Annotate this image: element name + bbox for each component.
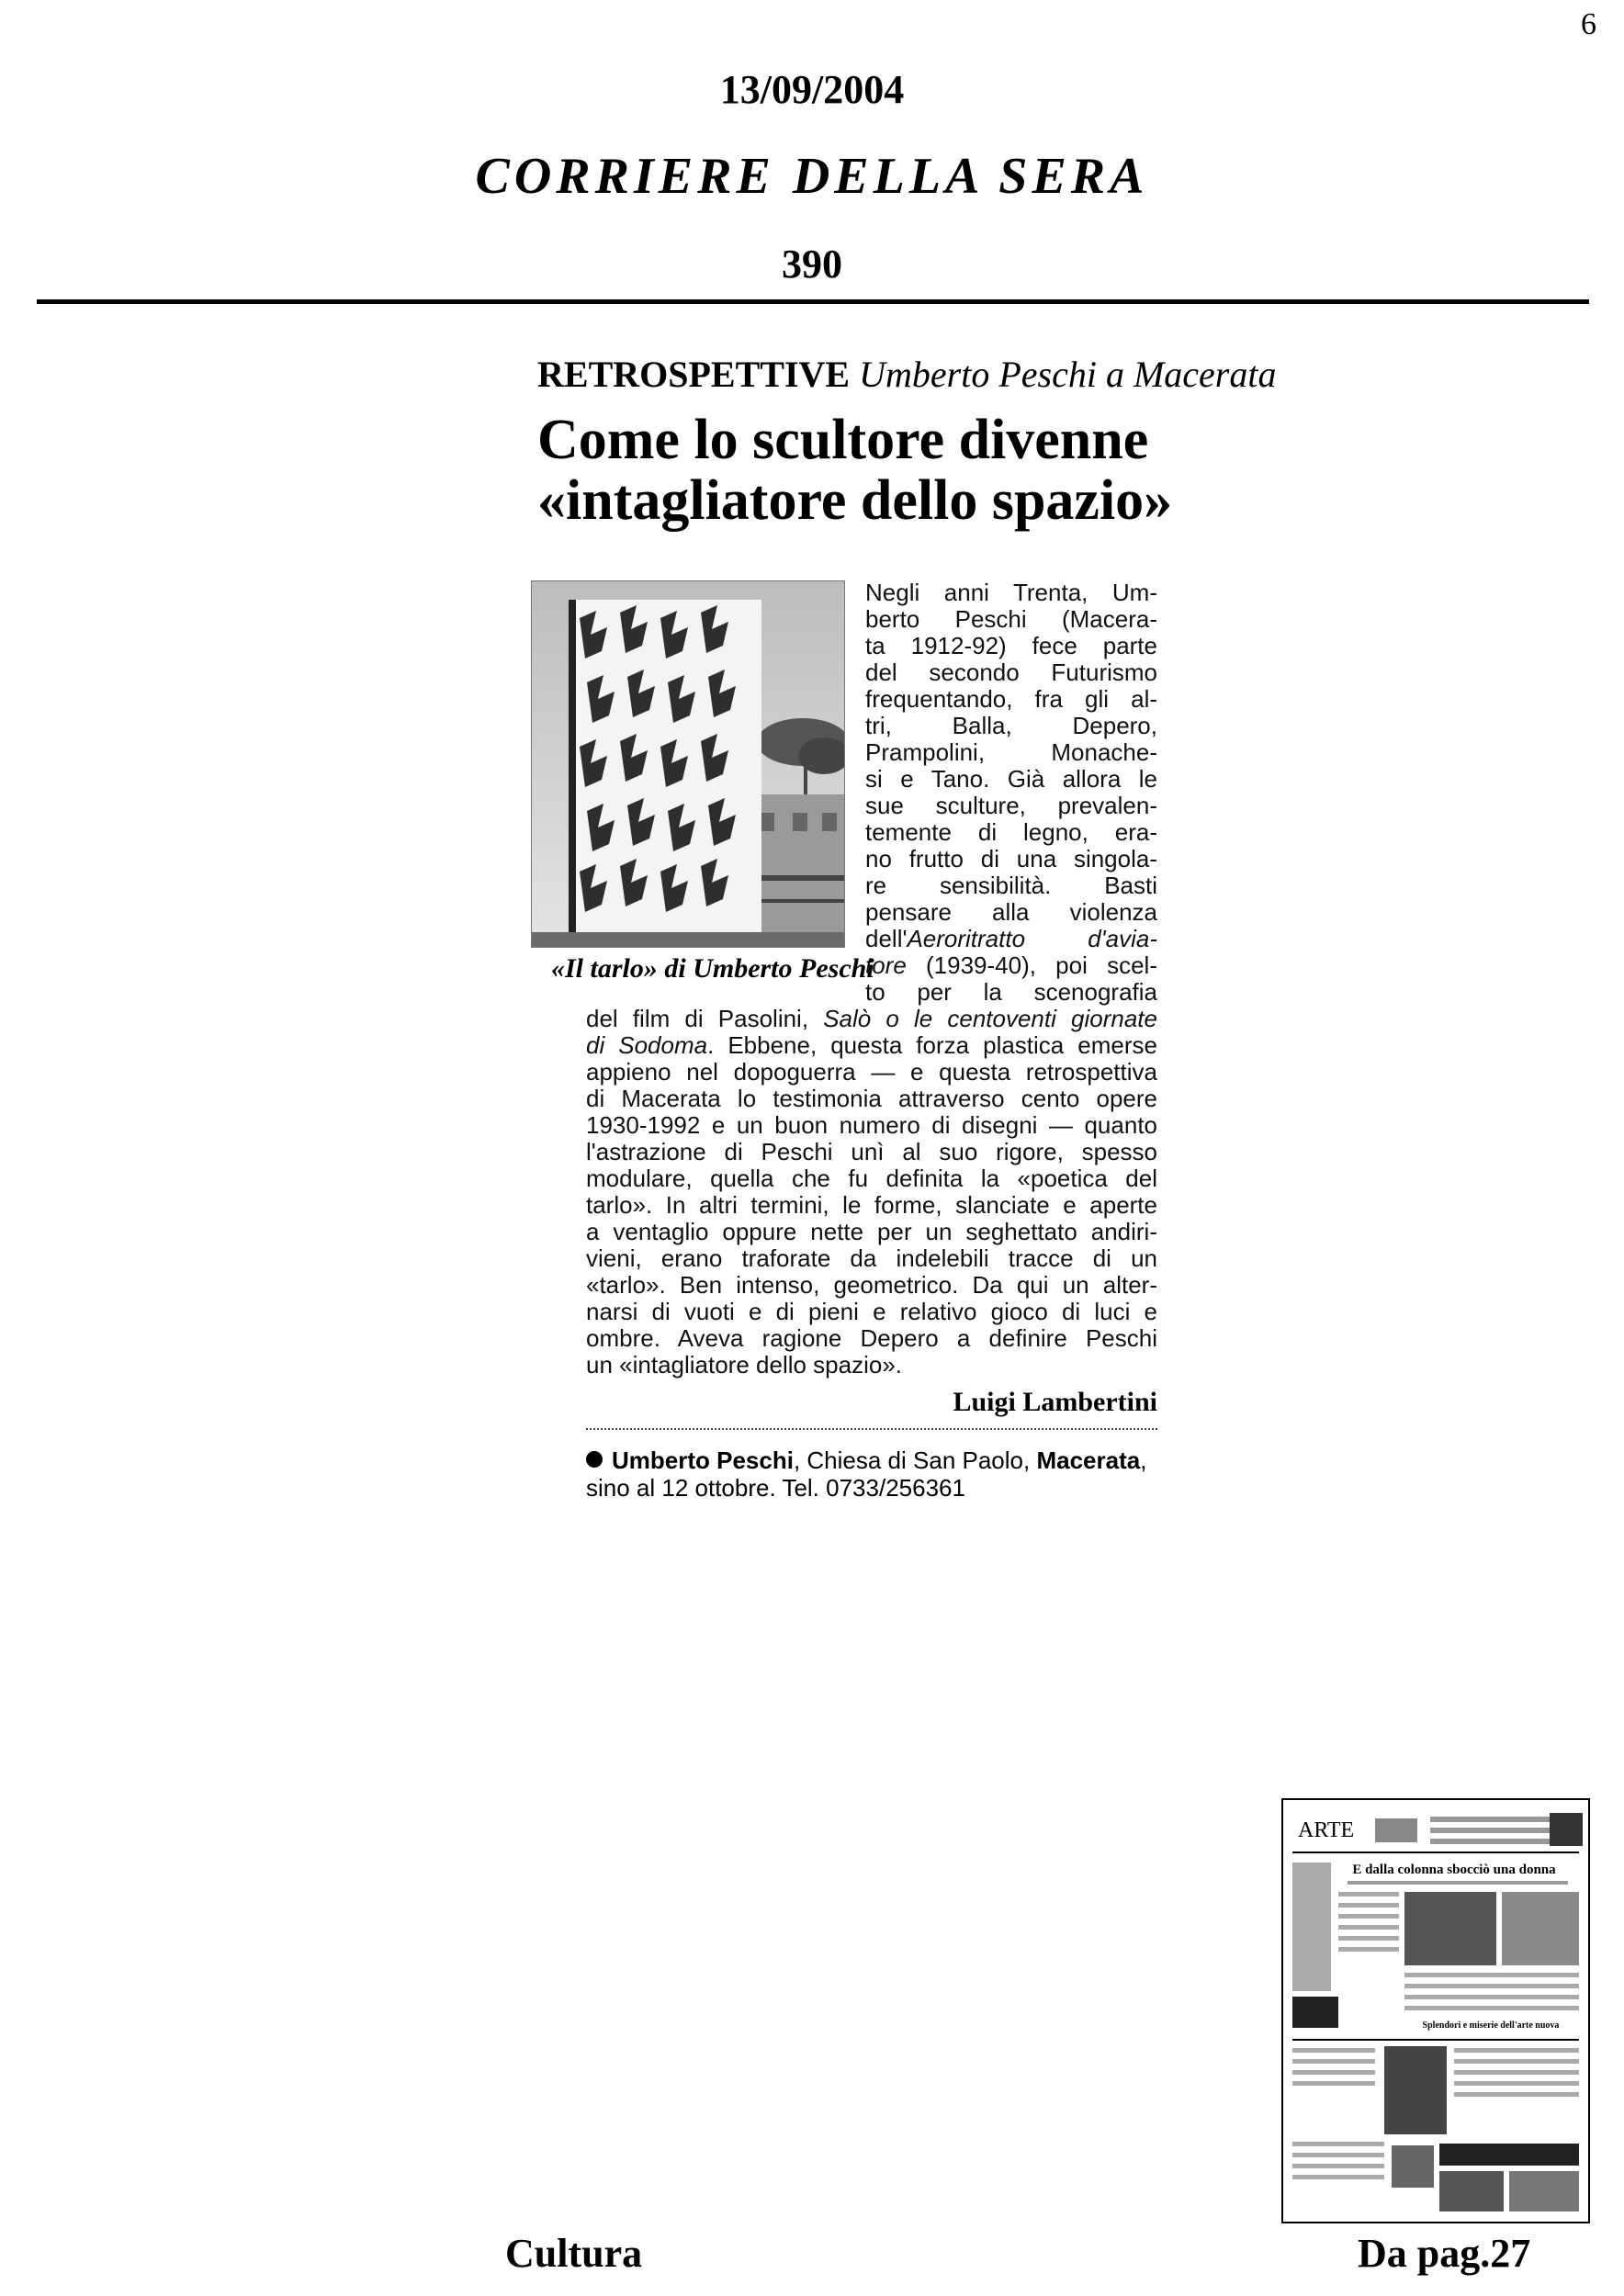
article-line: del secondo Futurismo [865, 658, 1157, 686]
artwork-title: tore [865, 951, 907, 979]
article-line: Prampolini, Monache- [865, 738, 1157, 766]
thumbnail-section-title: ARTE [1298, 1818, 1355, 1842]
headline [537, 410, 1235, 531]
article-line: berto Peschi (Macera- [865, 605, 1157, 633]
bullet-icon [586, 1451, 603, 1468]
dotted-rule [586, 1428, 1157, 1430]
article-line: modulare, quella che fu definita la «poetica del [586, 1165, 1157, 1192]
headline-line: Come lo scultore divenne [537, 409, 1149, 471]
article-line: no frutto di una singola- [865, 845, 1157, 872]
article-line: di Macerata lo testimonia attraverso cento opere [586, 1085, 1157, 1112]
article-line: Negli anni Trenta, Um- [865, 579, 1157, 606]
article-line: sue sculture, prevalen- [865, 792, 1157, 819]
article-line: l'astrazione di Peschi unì al suo rigore, spesso [586, 1138, 1157, 1165]
page-thumbnail [1281, 1798, 1590, 2223]
article-line: vieni, erano traforate da indelebili tracce di un [586, 1244, 1157, 1272]
article-line: a ventaglio oppure nette per un seghettato andiri- [586, 1218, 1157, 1245]
exhibition-punct: , [1140, 1446, 1147, 1474]
article-line: temente di legno, era- [865, 818, 1157, 846]
article-line: si e Tano. Già allora le [865, 765, 1157, 793]
thumbnail-subhead: Splendori e miserie dell'arte nuova [1422, 2020, 1560, 2031]
article-line [586, 1006, 1157, 1032]
article-line: to per la scenografia [865, 978, 1157, 1006]
page-thumbnail-graphic [1283, 1800, 1588, 2222]
article-line: un «intagliatore dello spazio». [586, 1351, 903, 1379]
page-number: 6 [1581, 7, 1596, 41]
header-date: 13/09/2004 [719, 67, 905, 112]
film-title: di Sodoma [586, 1031, 708, 1059]
article-line [586, 1032, 1157, 1059]
article-line: ombre. Aveva ragione Depero a definire Peschi [586, 1324, 1157, 1352]
press-code: 390 [782, 242, 842, 287]
article-line: re sensibilità. Basti [865, 872, 1157, 899]
article-line: tarlo». In altri termini, le forme, slanciate e aperte [586, 1191, 1157, 1219]
article-text: . Ebbene, questa forza plastica emerse [707, 1031, 1157, 1059]
article-line: frequentando, fra gli al- [865, 685, 1157, 713]
exhibition-artist: Umberto Peschi [612, 1446, 794, 1474]
article-line: ta 1912-92) fece parte [865, 632, 1157, 659]
article-line: 1930-1992 e un buon numero di disegni — quanto [586, 1111, 1157, 1139]
article-line: pensare alla violenza [865, 898, 1157, 926]
section-label: Cultura [505, 2231, 643, 2276]
article-line: appieno nel dopoguerra — e questa retrospettiva [586, 1058, 1157, 1086]
sculpture-photo [531, 580, 845, 948]
exhibition-info-line [586, 1446, 1165, 1474]
article-line [865, 952, 1157, 979]
thumbnail-headline: E dalla colonna sbocciò una donna [1352, 1863, 1556, 1877]
article-text: dell' [865, 925, 908, 952]
photo-caption: «Il tarlo» di Umberto Peschi [551, 953, 874, 984]
article-line [865, 926, 1157, 952]
masthead: CORRIERE DELLA SERA [475, 148, 1149, 205]
kicker [537, 353, 1276, 396]
sculpture-photo-graphic [532, 581, 845, 948]
byline: Luigi Lambertini [953, 1387, 1157, 1417]
article-column-full [586, 1006, 1157, 1379]
article-line: tri, Balla, Depero, [865, 712, 1157, 739]
film-title: Salò o le centoventi giornate [823, 1005, 1157, 1032]
artwork-title: Aeroritratto d'avia- [907, 925, 1157, 952]
kicker-subtitle: Umberto Peschi a Macerata [859, 354, 1277, 395]
article-line: narsi di vuoti e di pieni e relativo gioco di luci e [586, 1298, 1157, 1325]
exhibition-city: Macerata [1036, 1446, 1141, 1474]
article-column-right [865, 580, 1157, 1006]
exhibition-info [586, 1446, 1165, 1502]
headline-line: «intagliatore dello spazio» [537, 469, 1173, 532]
exhibition-dates-phone: sino al 12 ottobre. Tel. 0733/256361 [586, 1474, 965, 1502]
article-text: del film di Pasolini, [586, 1005, 824, 1032]
header-rule [37, 299, 1589, 304]
page-reference: Da pag.27 [1358, 2231, 1531, 2276]
article-text: (1939-40), poi scel- [906, 951, 1157, 979]
kicker-label: RETROSPETTIVE [537, 354, 851, 395]
article-line: «tarlo». Ben intenso, geometrico. Da qui un alter- [586, 1271, 1157, 1299]
exhibition-venue: , Chiesa di San Paolo, [793, 1446, 1037, 1474]
